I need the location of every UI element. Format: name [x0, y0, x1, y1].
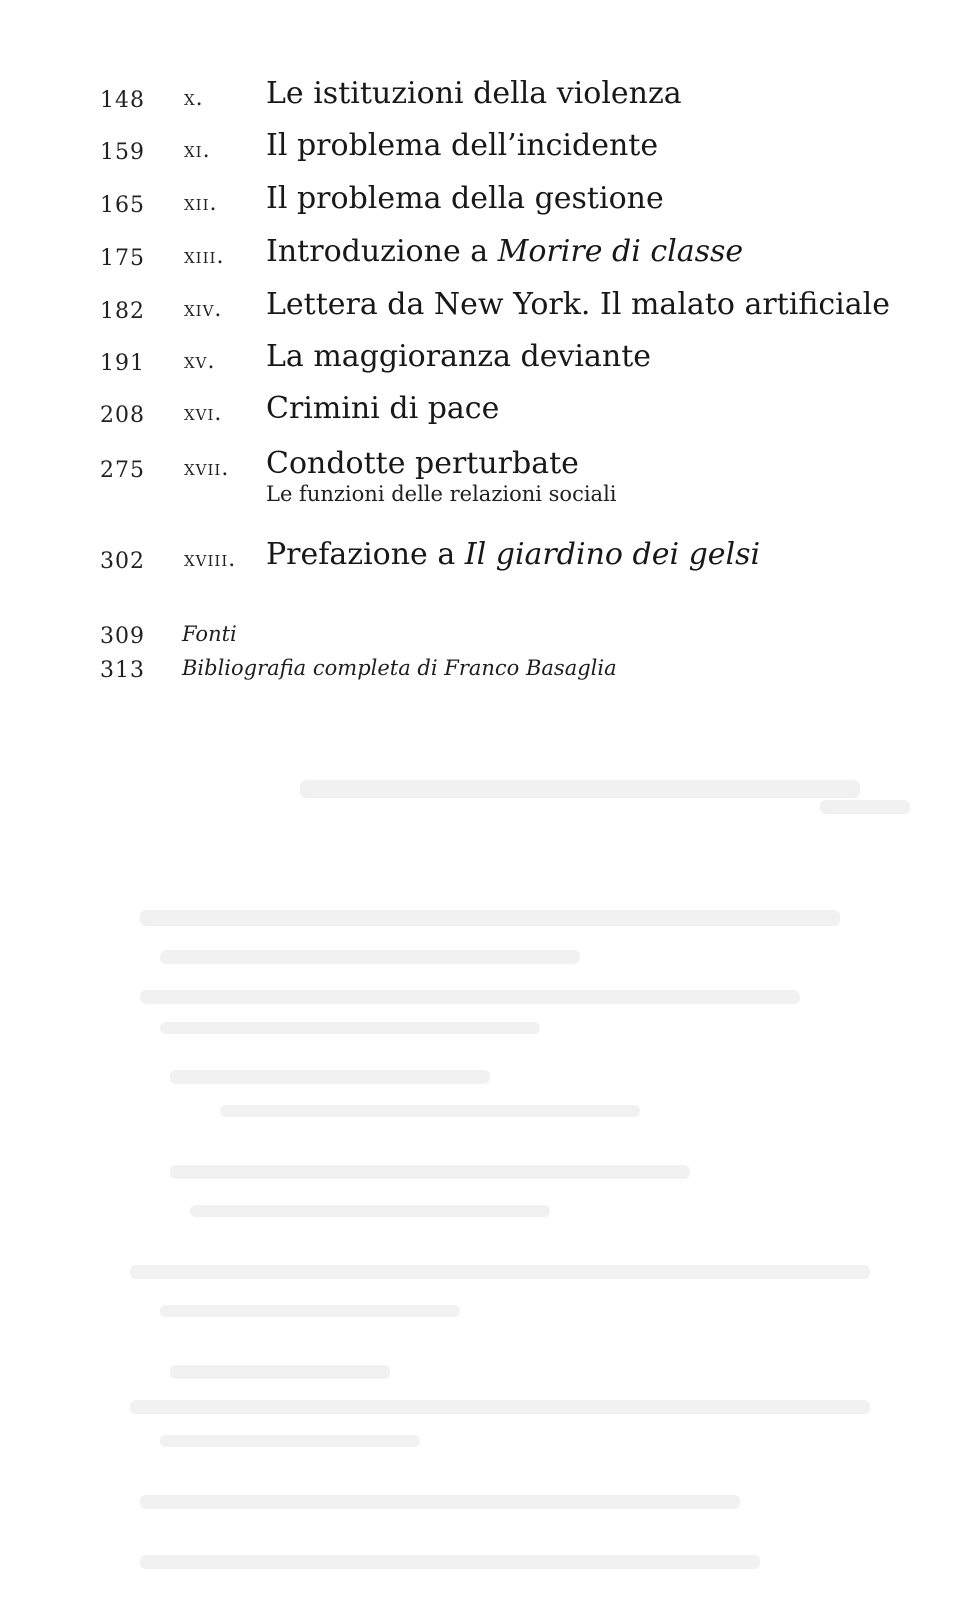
chapter-title: Crimini di pace [266, 391, 500, 426]
toc-entry [0, 175, 976, 227]
chapter-title [266, 537, 760, 572]
toc-entry [0, 281, 976, 333]
page-number: 309 [100, 624, 145, 649]
page-number: 175 [100, 246, 145, 271]
chapter-numeral: xii. [184, 191, 218, 216]
page-number: 302 [100, 549, 145, 574]
toc-entry [0, 333, 976, 385]
chapter-title: Il problema della gestione [266, 181, 664, 216]
chapter-subtitle: Le funzioni delle relazioni sociali [266, 482, 617, 506]
toc-entry [0, 228, 976, 280]
chapter-title: Condotte perturbate [266, 446, 579, 481]
toc-entry [0, 440, 976, 524]
chapter-title-italic: Il giardino dei gelsi [464, 537, 761, 572]
page-number: 148 [100, 88, 145, 113]
chapter-title-italic: Morire di classe [497, 234, 744, 269]
chapter-numeral: xv. [184, 349, 216, 374]
appendix-label: Bibliografia completa di Franco Basaglia [182, 656, 617, 680]
page-number: 159 [100, 140, 145, 165]
chapter-title: Le istituzioni della violenza [266, 76, 682, 111]
toc-entry [0, 122, 976, 174]
appendix-label: Fonti [182, 622, 237, 646]
chapter-numeral: xi. [184, 138, 211, 163]
show-through-texture [0, 760, 976, 1623]
page-number: 208 [100, 403, 145, 428]
chapter-numeral: xvii. [184, 456, 230, 481]
table-of-contents [0, 0, 976, 760]
appendix-entry [0, 618, 976, 654]
chapter-title-prefix: Introduzione a [266, 234, 498, 269]
show-through-lines [130, 780, 910, 1569]
chapter-numeral: xiv. [184, 297, 223, 322]
page-number: 191 [100, 351, 145, 376]
chapter-title: Il problema dell’incidente [266, 128, 659, 163]
chapter-title [266, 234, 743, 269]
page-number: 313 [100, 658, 145, 683]
chapter-numeral: xiii. [184, 244, 225, 269]
page-number: 165 [100, 193, 145, 218]
chapter-title: Lettera da New York. Il malato artificiale [266, 287, 890, 322]
chapter-numeral: xvi. [184, 401, 223, 426]
chapter-numeral: x. [184, 86, 204, 111]
toc-entry [0, 531, 976, 583]
toc-entry [0, 385, 976, 437]
chapter-title-prefix: Prefazione a [266, 537, 465, 572]
chapter-title: La maggioranza deviante [266, 339, 652, 374]
chapter-numeral: xviii. [184, 547, 237, 572]
page-number: 182 [100, 299, 145, 324]
page-number: 275 [100, 458, 145, 483]
appendix-entry [0, 652, 976, 688]
toc-entry [0, 70, 976, 122]
